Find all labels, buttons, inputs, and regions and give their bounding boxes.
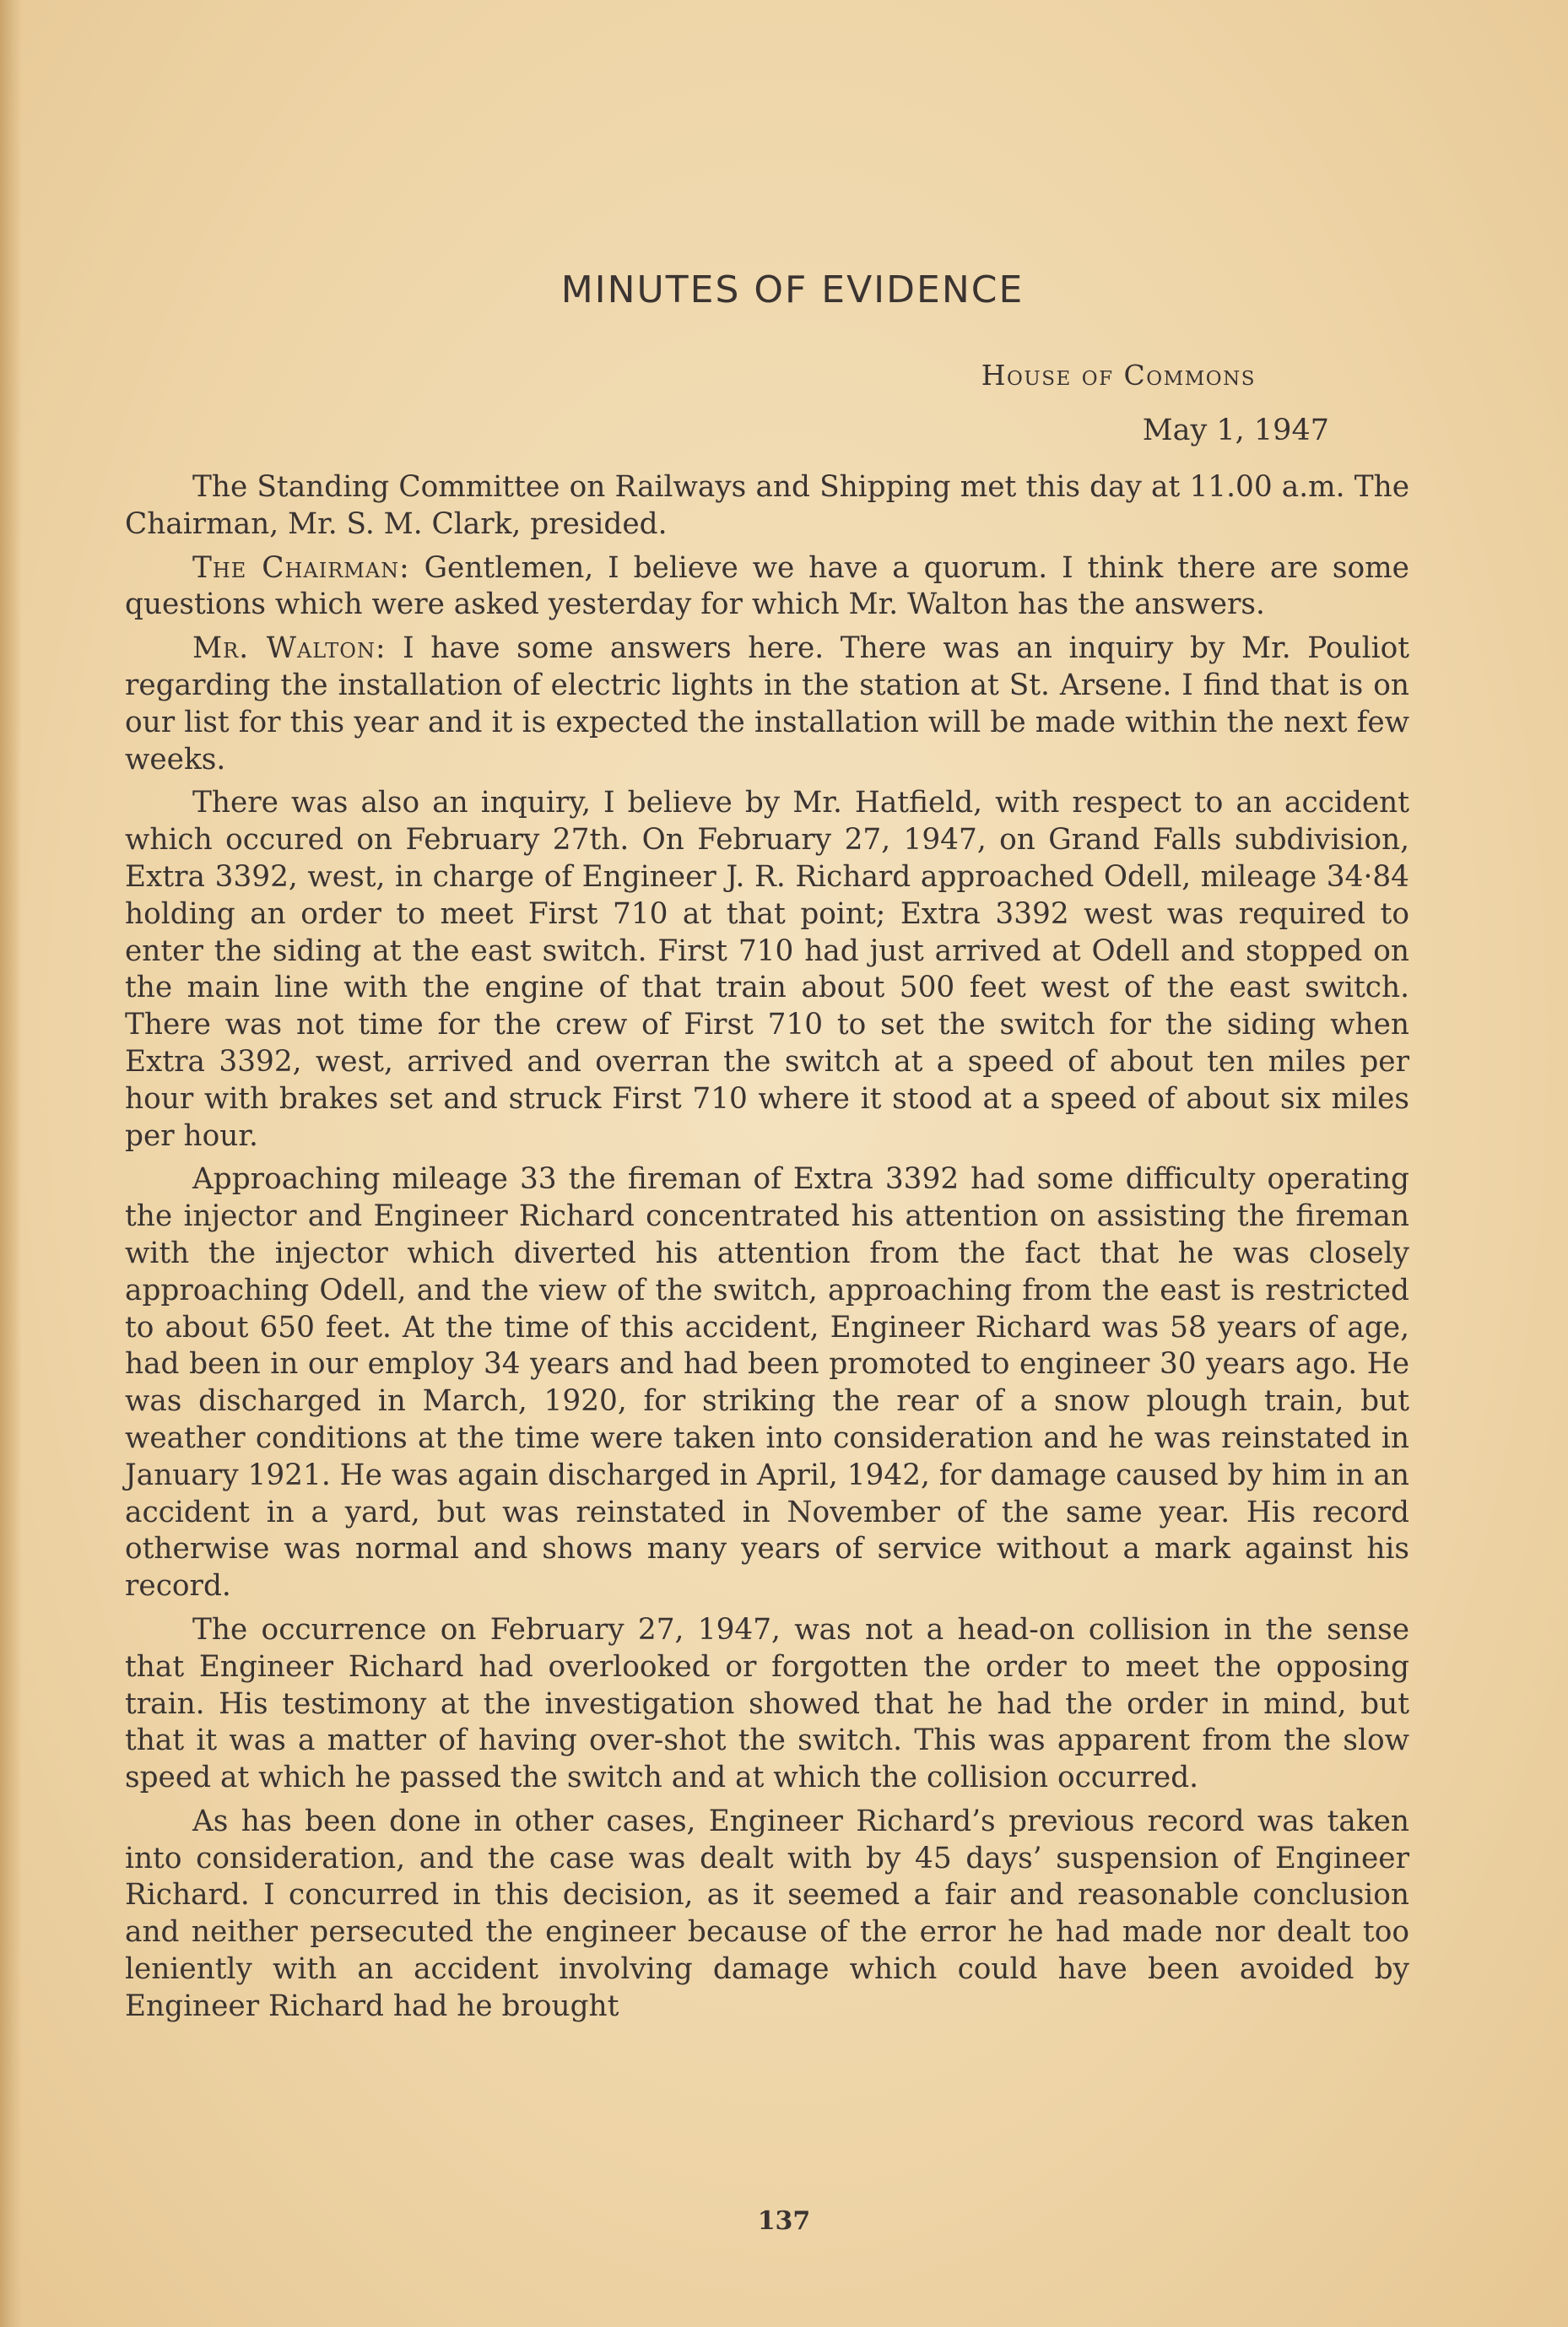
speaker-label: Mr. Walton:	[192, 631, 387, 666]
paragraph-6	[125, 1612, 1409, 1797]
speaker-label: The Chairman:	[192, 550, 410, 585]
page-edge-shadow	[0, 0, 22, 2327]
paragraph-5	[125, 1161, 1409, 1605]
page-content	[125, 268, 1409, 2032]
paragraph-4	[125, 785, 1409, 1155]
paragraph-text: I have some answers here. There was an inquiry by Mr. Pouliot regarding the installation of electric lights in the station at St. Arsene. I find that is on our list for this year and it is expected the installation will be made within the next few weeks.	[125, 631, 1410, 777]
page-number: 137	[757, 2206, 811, 2236]
paragraph-text: There was also an inquiry, I believe by Mr. Hatfield, with respect to an accident which occured on February 27th. On February 27, 1947, on Grand Falls subdivision, Extra 3392, west, in charge of Engineer J. R. Richard approached Odell, mileage 34·84 holding an order to meet First 710 at that point; Extra 3392 west was required to enter the siding at the east switch. First 710 had just arrived at Odell and stopped on the main line with the engine of that train about 500 feet west of the east switch. There was not time for the crew of First 710 to set the switch for the siding when Extra 3392, west, arrived and overran the switch at a speed of about ten miles per hour with brakes set and struck First 710 where it stood at a speed of about six miles per hour.	[125, 786, 1409, 1153]
paragraph-text: Gentlemen, I believe we have a quorum. I think there are some questions which were asked yesterday for which Mr. Walton has the answers.	[125, 550, 1409, 622]
session-date: May 1, 1947	[1142, 414, 1329, 447]
location-heading: House of Commons	[981, 359, 1256, 392]
document-title: MINUTES OF EVIDENCE	[560, 268, 1025, 311]
paragraph-2	[125, 550, 1409, 625]
paragraph-7	[125, 1804, 1409, 2026]
paragraph-text: The occurrence on February 27, 1947, was not a head-on collision in the sense that Engineer Richard had overlooked or forgotten the order to meet the opposing train. His testimony at the investigation showed that he had the order in mind, but that it was a matter of having over-shot the switch. This was apparent from the slow speed at which he passed the switch and at which the collision occurred.	[125, 1612, 1409, 1795]
paragraph-1	[125, 469, 1409, 544]
paragraph-text: As has been done in other cases, Engineer Richard’s previous record was taken into consideration, and the case was dealt with by 45 days’ suspension of Engineer Richard. I concurred in this decision, as it seemed a fair and reasonable conclusion and neither persecuted the engineer because of the error he had made nor dealt too leniently with an accident involving damage which could have been avoided by Engineer Richard had he brought	[125, 1804, 1409, 2023]
paragraph-text: The Standing Committee on Railways and Shipping met this day at 11.00 a.m. The Chairman, Mr. S. M. Clark, presided.	[125, 470, 1409, 541]
paragraph-text: Approaching mileage 33 the fireman of Extra 3392 had some difficulty operating the injector and Engineer Richard concentrated his attention on assisting the fireman with the injector which diverted his attention from the fact that he was closely approaching Odell, and the view of the switch, approaching from the east is restricted to about 650 feet. At the time of this accident, Engineer Richard was 58 years of age, had been in our employ 34 years and had been promoted to engineer 30 years ago. He was discharged in March, 1920, for striking the rear of a snow plough train, but weather conditions at the time were taken into consideration and he was reinstated in January 1921. He was again discharged in April, 1942, for damage caused by him in an accident in a yard, but was reinstated in November of the same year. His record otherwise was normal and shows many years of service without a mark against his record.	[125, 1162, 1409, 1604]
paragraph-3	[125, 630, 1409, 778]
